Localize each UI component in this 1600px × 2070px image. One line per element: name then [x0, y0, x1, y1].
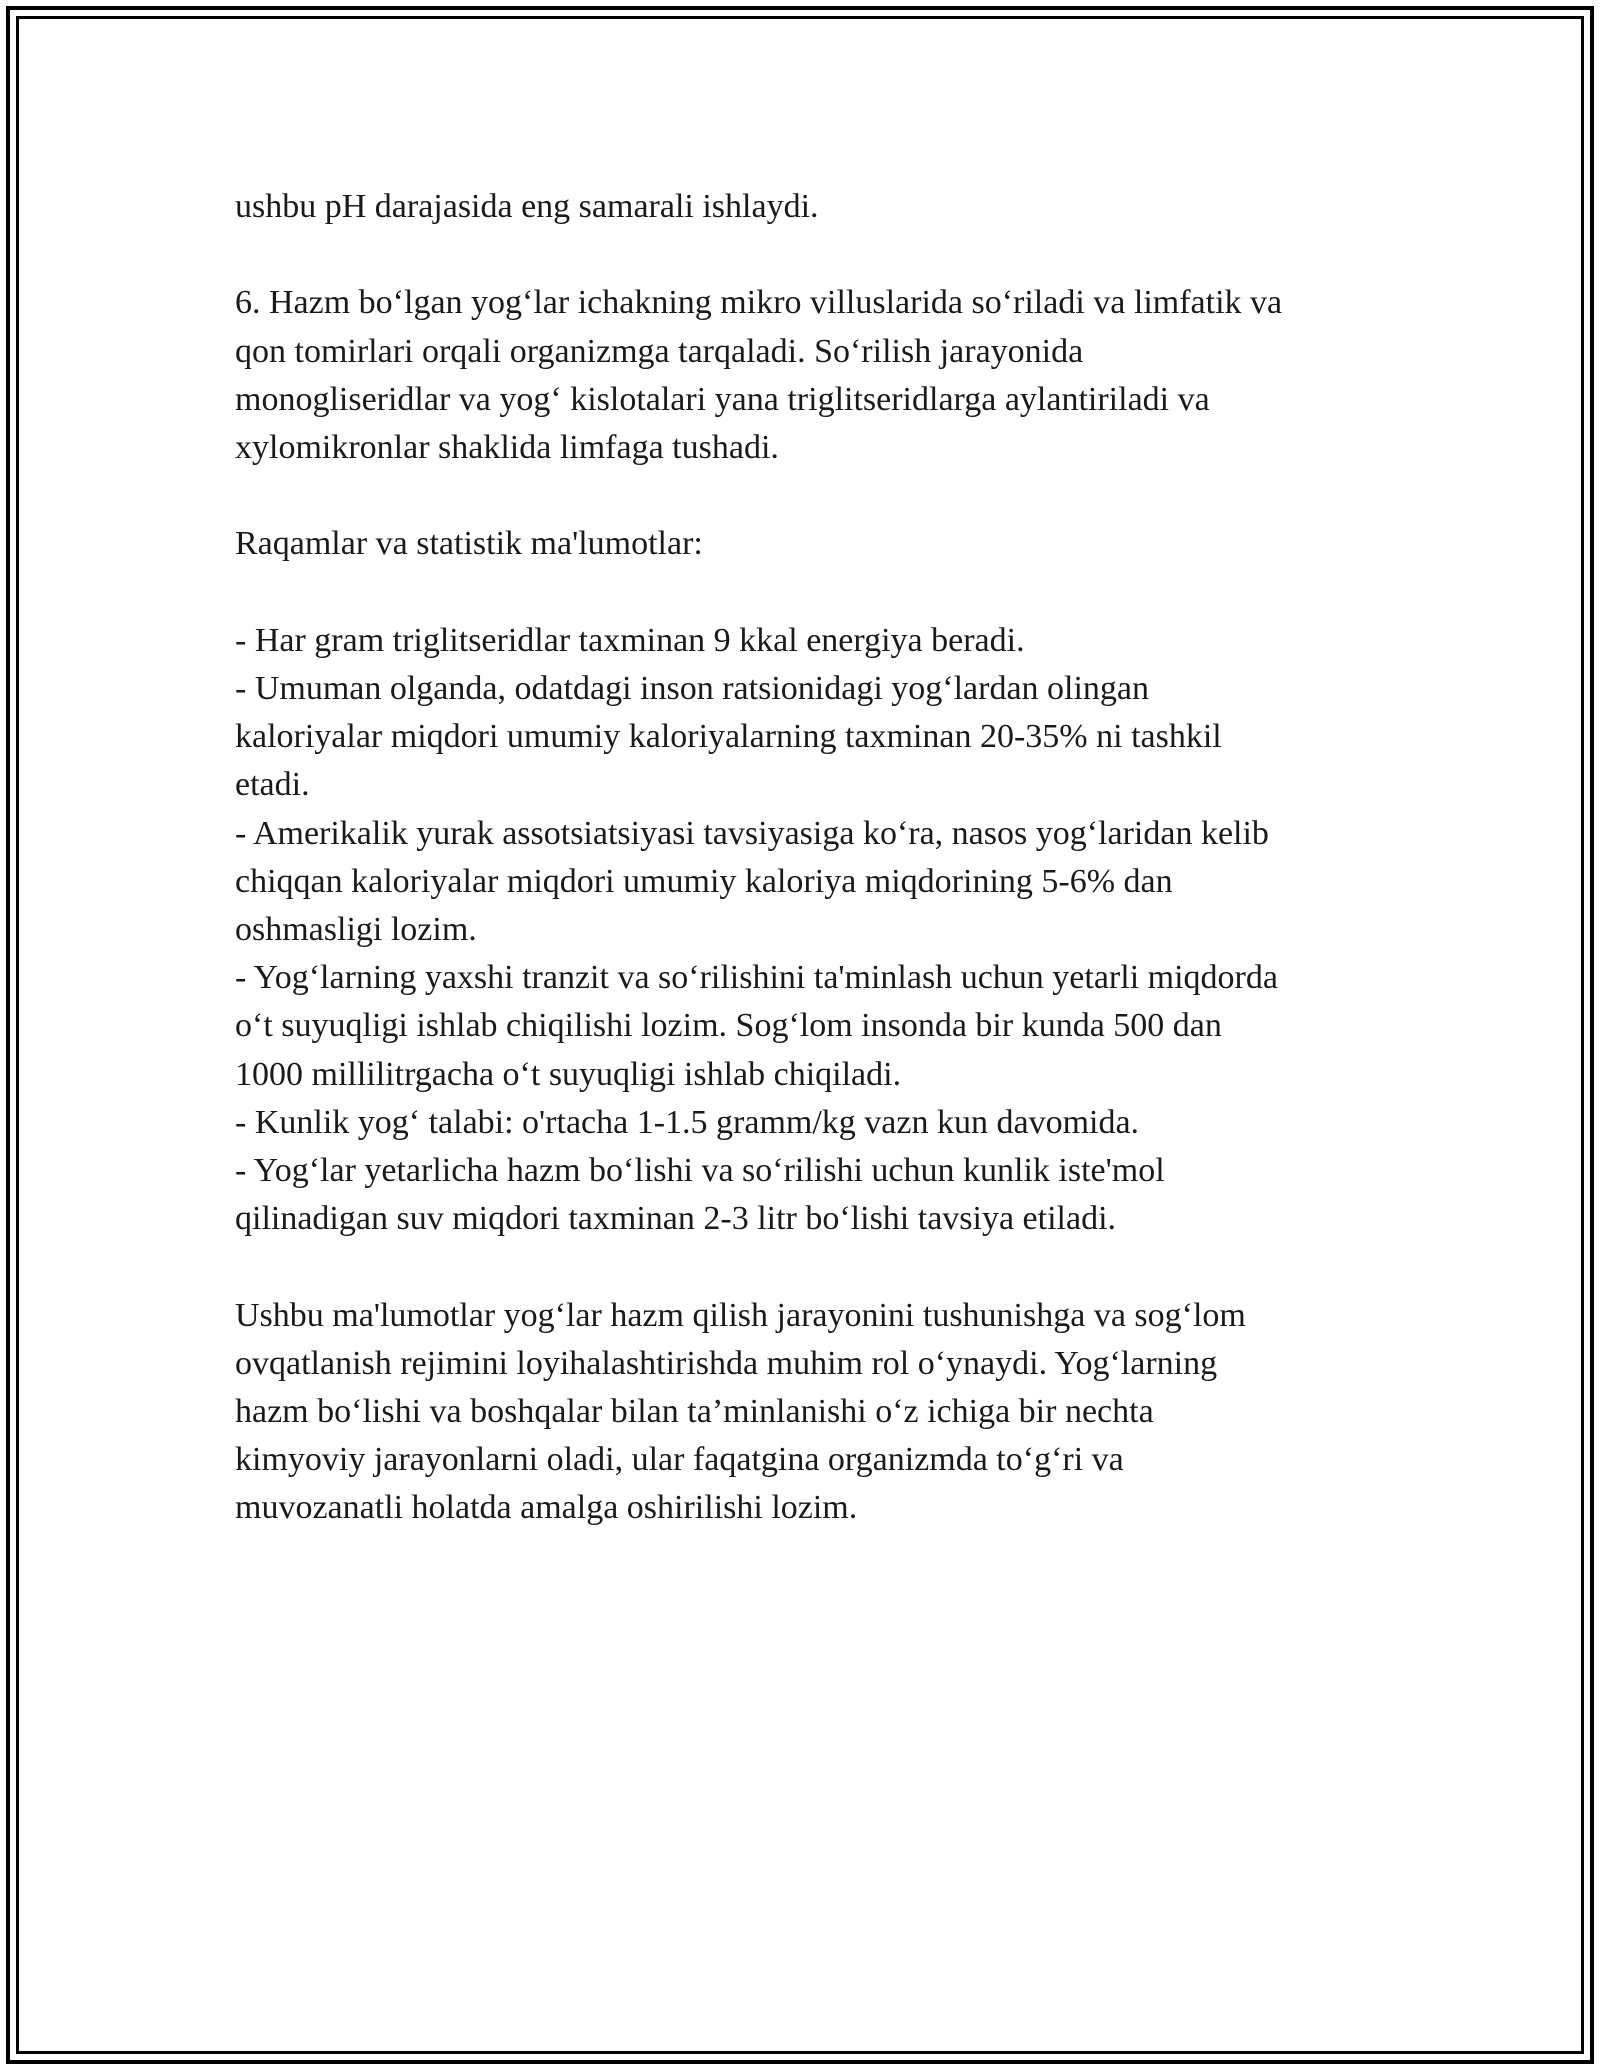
paragraph-continuation: ushbu pH darajasida eng samarali ishlaydi. [235, 188, 819, 225]
text-line: - Yog‘larning yaxshi tranzit va so‘rilishini ta'minlash uchun yetarli miqdorda [235, 959, 1278, 997]
text-line: - Amerikalik yurak assotsiatsiyasi tavsiyasiga ko‘ra, nasos yog‘laridan kelib [235, 814, 1269, 852]
text-line: Ushbu ma'lumotlar yog‘lar hazm qilish jarayonini tushunishga va sog‘lom [235, 1296, 1246, 1334]
paragraph-gap [235, 472, 1385, 520]
paragraph-conclusion [235, 1292, 1385, 1533]
text-line: chiqqan kaloriyalar miqdori umumiy kaloriya miqdorining 5-6% dan [235, 862, 1173, 900]
text-line: 1000 millilitrgacha o‘t suyuqligi ishlab chiqiladi. [235, 1055, 902, 1093]
section-heading: Raqamlar va statistik ma'lumotlar: [235, 525, 703, 563]
text-line: monogliseridlar va yog‘ kislotalari yana triglitseridlarga aylantiriladi va [235, 380, 1210, 418]
paragraph-gap [235, 569, 1385, 617]
paragraph-gap [235, 1243, 1385, 1291]
text-line: oshmasligi lozim. [235, 911, 477, 948]
text-line: o‘t suyuqligi ishlab chiqilishi lozim. Sog‘lom insonda bir kunda 500 dan [235, 1007, 1222, 1045]
text-line: - Har gram triglitseridlar taxminan 9 kkal energiya beradi. [235, 621, 1025, 659]
statistics-list [235, 617, 1385, 1244]
text-line: xylomikronlar shaklida limfaga tushadi. [235, 429, 779, 466]
text-line: etadi. [235, 766, 310, 804]
text-line: kimyoviy jarayonlarni oladi, ular faqatgina organizmda to‘g‘ri va [235, 1441, 1124, 1479]
text-line: qilinadigan suv miqdori taxminan 2-3 litr bo‘lishi tavsiya etiladi. [235, 1200, 1117, 1238]
text-line: - Yog‘lar yetarlicha hazm bo‘lishi va so‘rilishi uchun kunlik iste'mol [235, 1152, 1165, 1190]
document-body [235, 183, 1385, 1533]
text-line: 6. Hazm bo‘lgan yog‘lar ichakning mikro villuslarida so‘riladi va limfatik va [235, 284, 1283, 322]
text-line: kaloriyalar miqdori umumiy kaloriyalarning taxminan 20-35% ni tashkil [235, 718, 1222, 756]
text-line: - Kunlik yog‘ talabi: o'rtacha 1-1.5 gramm/kg vazn kun davomida. [235, 1103, 1140, 1141]
paragraph-gap [235, 231, 1385, 279]
text-line: ovqatlanish rejimini loyihalashtirishda muhim rol o‘ynaydi. Yog‘larning [235, 1344, 1218, 1382]
text-line: - Umuman olganda, odatdagi inson ratsionidagi yog‘lardan olingan [235, 669, 1150, 707]
text-line: hazm bo‘lishi va boshqalar bilan ta’minlanishi o‘z ichiga bir nechta [235, 1393, 1154, 1431]
paragraph-step-6 [235, 279, 1385, 472]
text-line: muvozanatli holatda amalga oshirilishi lozim. [235, 1489, 858, 1527]
text-line: qon tomirlari orqali organizmga tarqaladi. So‘rilish jarayonida [235, 332, 1084, 370]
